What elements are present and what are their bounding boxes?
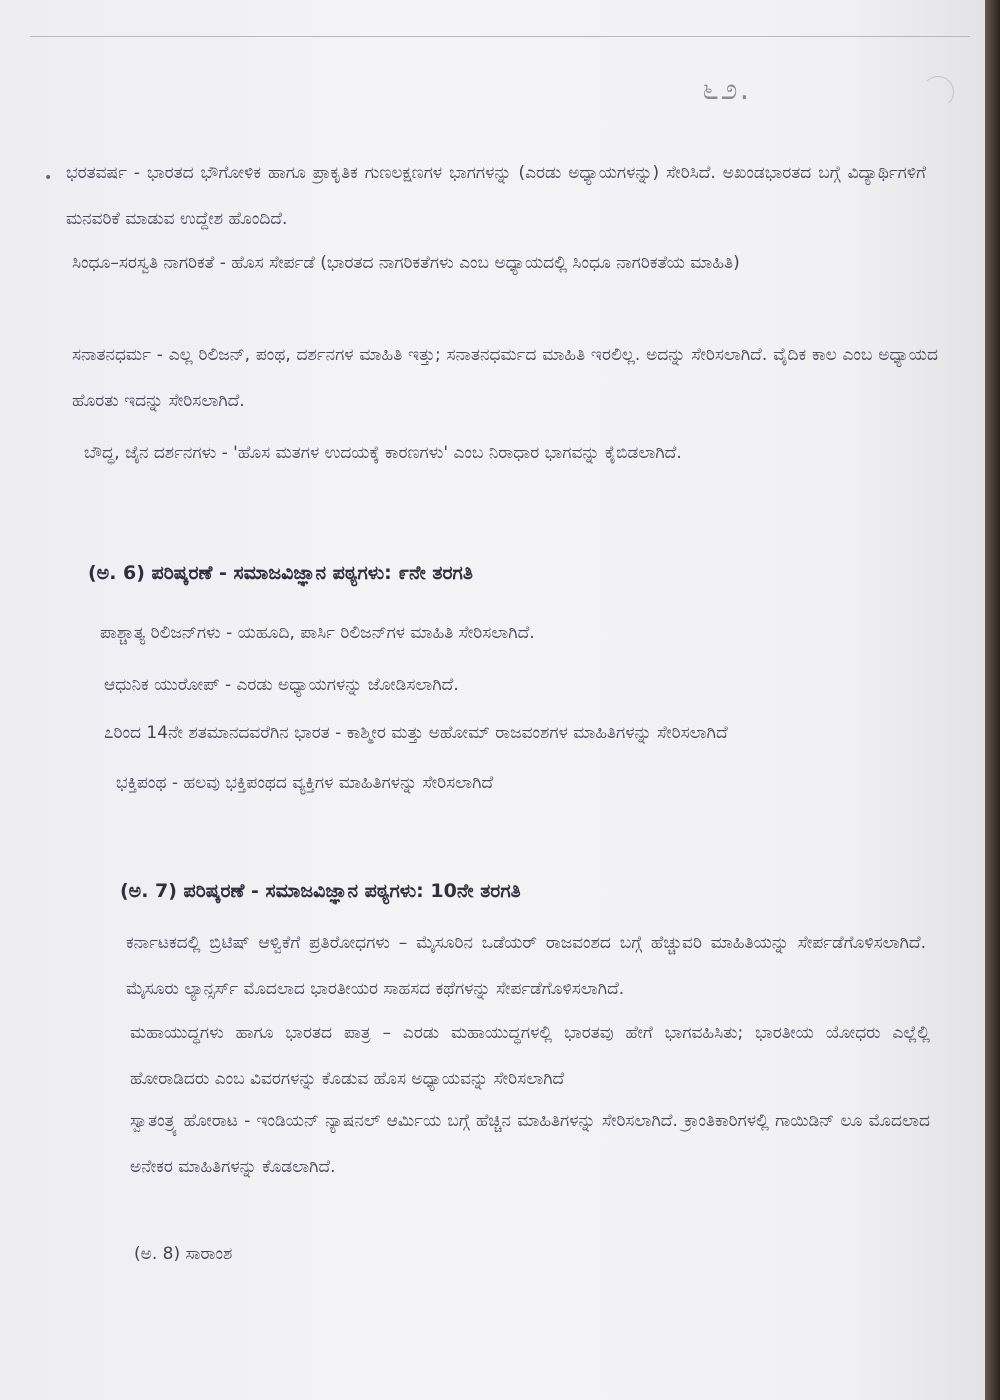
bullet-mark: •	[44, 170, 53, 186]
list-item: ಆಧುನಿಕ ಯುರೋಪ್ - ಎರಡು ಅಧ್ಯಾಯಗಳನ್ನು ಜೋಡಿಸಲಾಗಿದೆ.	[104, 675, 459, 695]
top-rule	[30, 36, 970, 37]
desk-edge	[985, 0, 1000, 1400]
corner-mark	[922, 76, 954, 108]
paragraph-sanatana-dharma: ಸನಾತನಧರ್ಮ - ಎಲ್ಲ ರಿಲಿಜನ್, ಪಂಥ, ದರ್ಶನಗಳ ಮಾಹಿತಿ ಇತ್ತು; ಸನಾತನಧರ್ಮದ ಮಾಹಿತಿ ಇರಲಿಲ್ಲ. ಅದನ್ನು ಸೇರಿಸಲಾಗಿದೆ. ವೈದಿಕ ಕಾಲ ಎಂಬ ಅಧ್ಯಾಯದ ಹೊರತು ಇದನ್ನು ಸೇರಿಸಲಾಗಿದೆ.	[72, 345, 938, 411]
page-number: ೬೨.	[702, 72, 752, 107]
section-6-heading: (ಅ. 6) ಪರಿಷ್ಕರಣೆ - ಸಮಾಜವಿಜ್ಞಾನ ಪಠ್ಯಗಳು: ೯ನೇ ತರಗತಿ	[88, 562, 473, 584]
paragraph-sindhu-saraswati: ಸಿಂಧೂ–ಸರಸ್ವತಿ ನಾಗರಿಕತೆ - ಹೊಸ ಸೇರ್ಪಡೆ (ಭಾರತದ ನಾಗರಿಕತೆಗಳು ಎಂಬ ಅಧ್ಯಾಯದಲ್ಲಿ ಸಿಂಧೂ ನಾಗರಿಕತೆಯ ಮಾಹಿತಿ)	[72, 253, 740, 273]
list-item: ಕರ್ನಾಟಕದಲ್ಲಿ ಬ್ರಿಟಿಷ್ ಆಳ್ವಿಕೆಗೆ ಪ್ರತಿರೋಧಗಳು – ಮೈಸೂರಿನ ಒಡೆಯರ್ ರಾಜವಂಶದ ಬಗ್ಗೆ ಹೆಚ್ಚುವರಿ ಮಾಹಿತಿಯನ್ನು ಸೇರ್ಪಡೆಗೊಳಿಸಲಾಗಿದೆ. ಮೈಸೂರು ಲ್ಯಾನ್ಸರ್ಸ್ ಮೊದಲಾದ ಭಾರತೀಯರ ಸಾಹಸದ ಕಥೆಗಳನ್ನು ಸೇರ್ಪಡೆಗೊಳಿಸಲಾಗಿದೆ.	[126, 933, 926, 999]
section-8-heading: (ಅ. 8) ಸಾರಾಂಶ	[134, 1244, 233, 1264]
section-7-heading: (ಅ. 7) ಪರಿಷ್ಕರಣೆ - ಸಮಾಜವಿಜ್ಞಾನ ಪಠ್ಯಗಳು: 10ನೇ ತರಗತಿ	[120, 880, 521, 902]
paragraph-bauddha-jaina: ಬೌದ್ಧ, ಜೈನ ದರ್ಶನಗಳು - 'ಹೊಸ ಮತಗಳ ಉದಯಕ್ಕೆ ಕಾರಣಗಳು' ಎಂಬ ನಿರಾಧಾರ ಭಾಗವನ್ನು ಕೈಬಿಡಲಾಗಿದೆ.	[84, 443, 682, 463]
list-item: ೭ರಿಂದ 14ನೇ ಶತಮಾನದವರೆಗಿನ ಭಾರತ - ಕಾಶ್ಮೀರ ಮತ್ತು ಅಹೋಮ್ ರಾಜವಂಶಗಳ ಮಾಹಿತಿಗಳನ್ನು ಸೇರಿಸಲಾಗಿದೆ	[104, 723, 728, 743]
list-item: ಮಹಾಯುದ್ಧಗಳು ಹಾಗೂ ಭಾರತದ ಪಾತ್ರ – ಎರಡು ಮಹಾಯುದ್ಧಗಳಲ್ಲಿ ಭಾರತವು ಹೇಗೆ ಭಾಗವಹಿಸಿತು; ಭಾರತೀಯ ಯೋಧರು ಎಲ್ಲೆಲ್ಲಿ ಹೋರಾಡಿದರು ಎಂಬ ವಿವರಗಳನ್ನು ಕೊಡುವ ಹೊಸ ಅಧ್ಯಾಯವನ್ನು ಸೇರಿಸಲಾಗಿದೆ	[130, 1023, 930, 1089]
paragraph-bharatavarsha: ಭರತವರ್ಷ - ಭಾರತದ ಭೌಗೋಳಿಕ ಹಾಗೂ ಪ್ರಾಕೃತಿಕ ಗುಣಲಕ್ಷಣಗಳ ಭಾಗಗಳನ್ನು (ಎರಡು ಅಧ್ಯಾಯಗಳನ್ನು) ಸೇರಿಸಿದೆ. ಅಖಂಡಭಾರತದ ಬಗ್ಗೆ ವಿದ್ಯಾರ್ಥಿಗಳಿಗೆ ಮನವರಿಕೆ ಮಾಡುವ ಉದ್ದೇಶ ಹೊಂದಿದೆ.	[66, 163, 926, 229]
list-item: ಸ್ವಾತಂತ್ರ್ಯ ಹೋರಾಟ - ಇಂಡಿಯನ್ ನ್ಯಾಷನಲ್ ಆರ್ಮಿಯ ಬಗ್ಗೆ ಹೆಚ್ಚಿನ ಮಾಹಿತಿಗಳನ್ನು ಸೇರಿಸಲಾಗಿದೆ. ಕ್ರಾಂತಿಕಾರಿಗಳಲ್ಲಿ ಗಾಯಿಡಿನ್ ಲೂ ಮೊದಲಾದ ಅನೇಕರ ಮಾಹಿತಿಗಳನ್ನು ಕೊಡಲಾಗಿದೆ.	[130, 1111, 930, 1177]
list-item: ಪಾಶ್ಚಾತ್ಯ ರಿಲಿಜನ್‌ಗಳು - ಯಹೂದಿ, ಪಾರ್ಸಿ ರಿಲಿಜನ್‌ಗಳ ಮಾಹಿತಿ ಸೇರಿಸಲಾಗಿದೆ.	[100, 623, 535, 643]
list-item: ಭಕ್ತಿಪಂಥ - ಹಲವು ಭಕ್ತಿಪಂಥದ ವ್ಯಕ್ತಿಗಳ ಮಾಹಿತಿಗಳನ್ನು ಸೇರಿಸಲಾಗಿದೆ	[116, 773, 494, 793]
